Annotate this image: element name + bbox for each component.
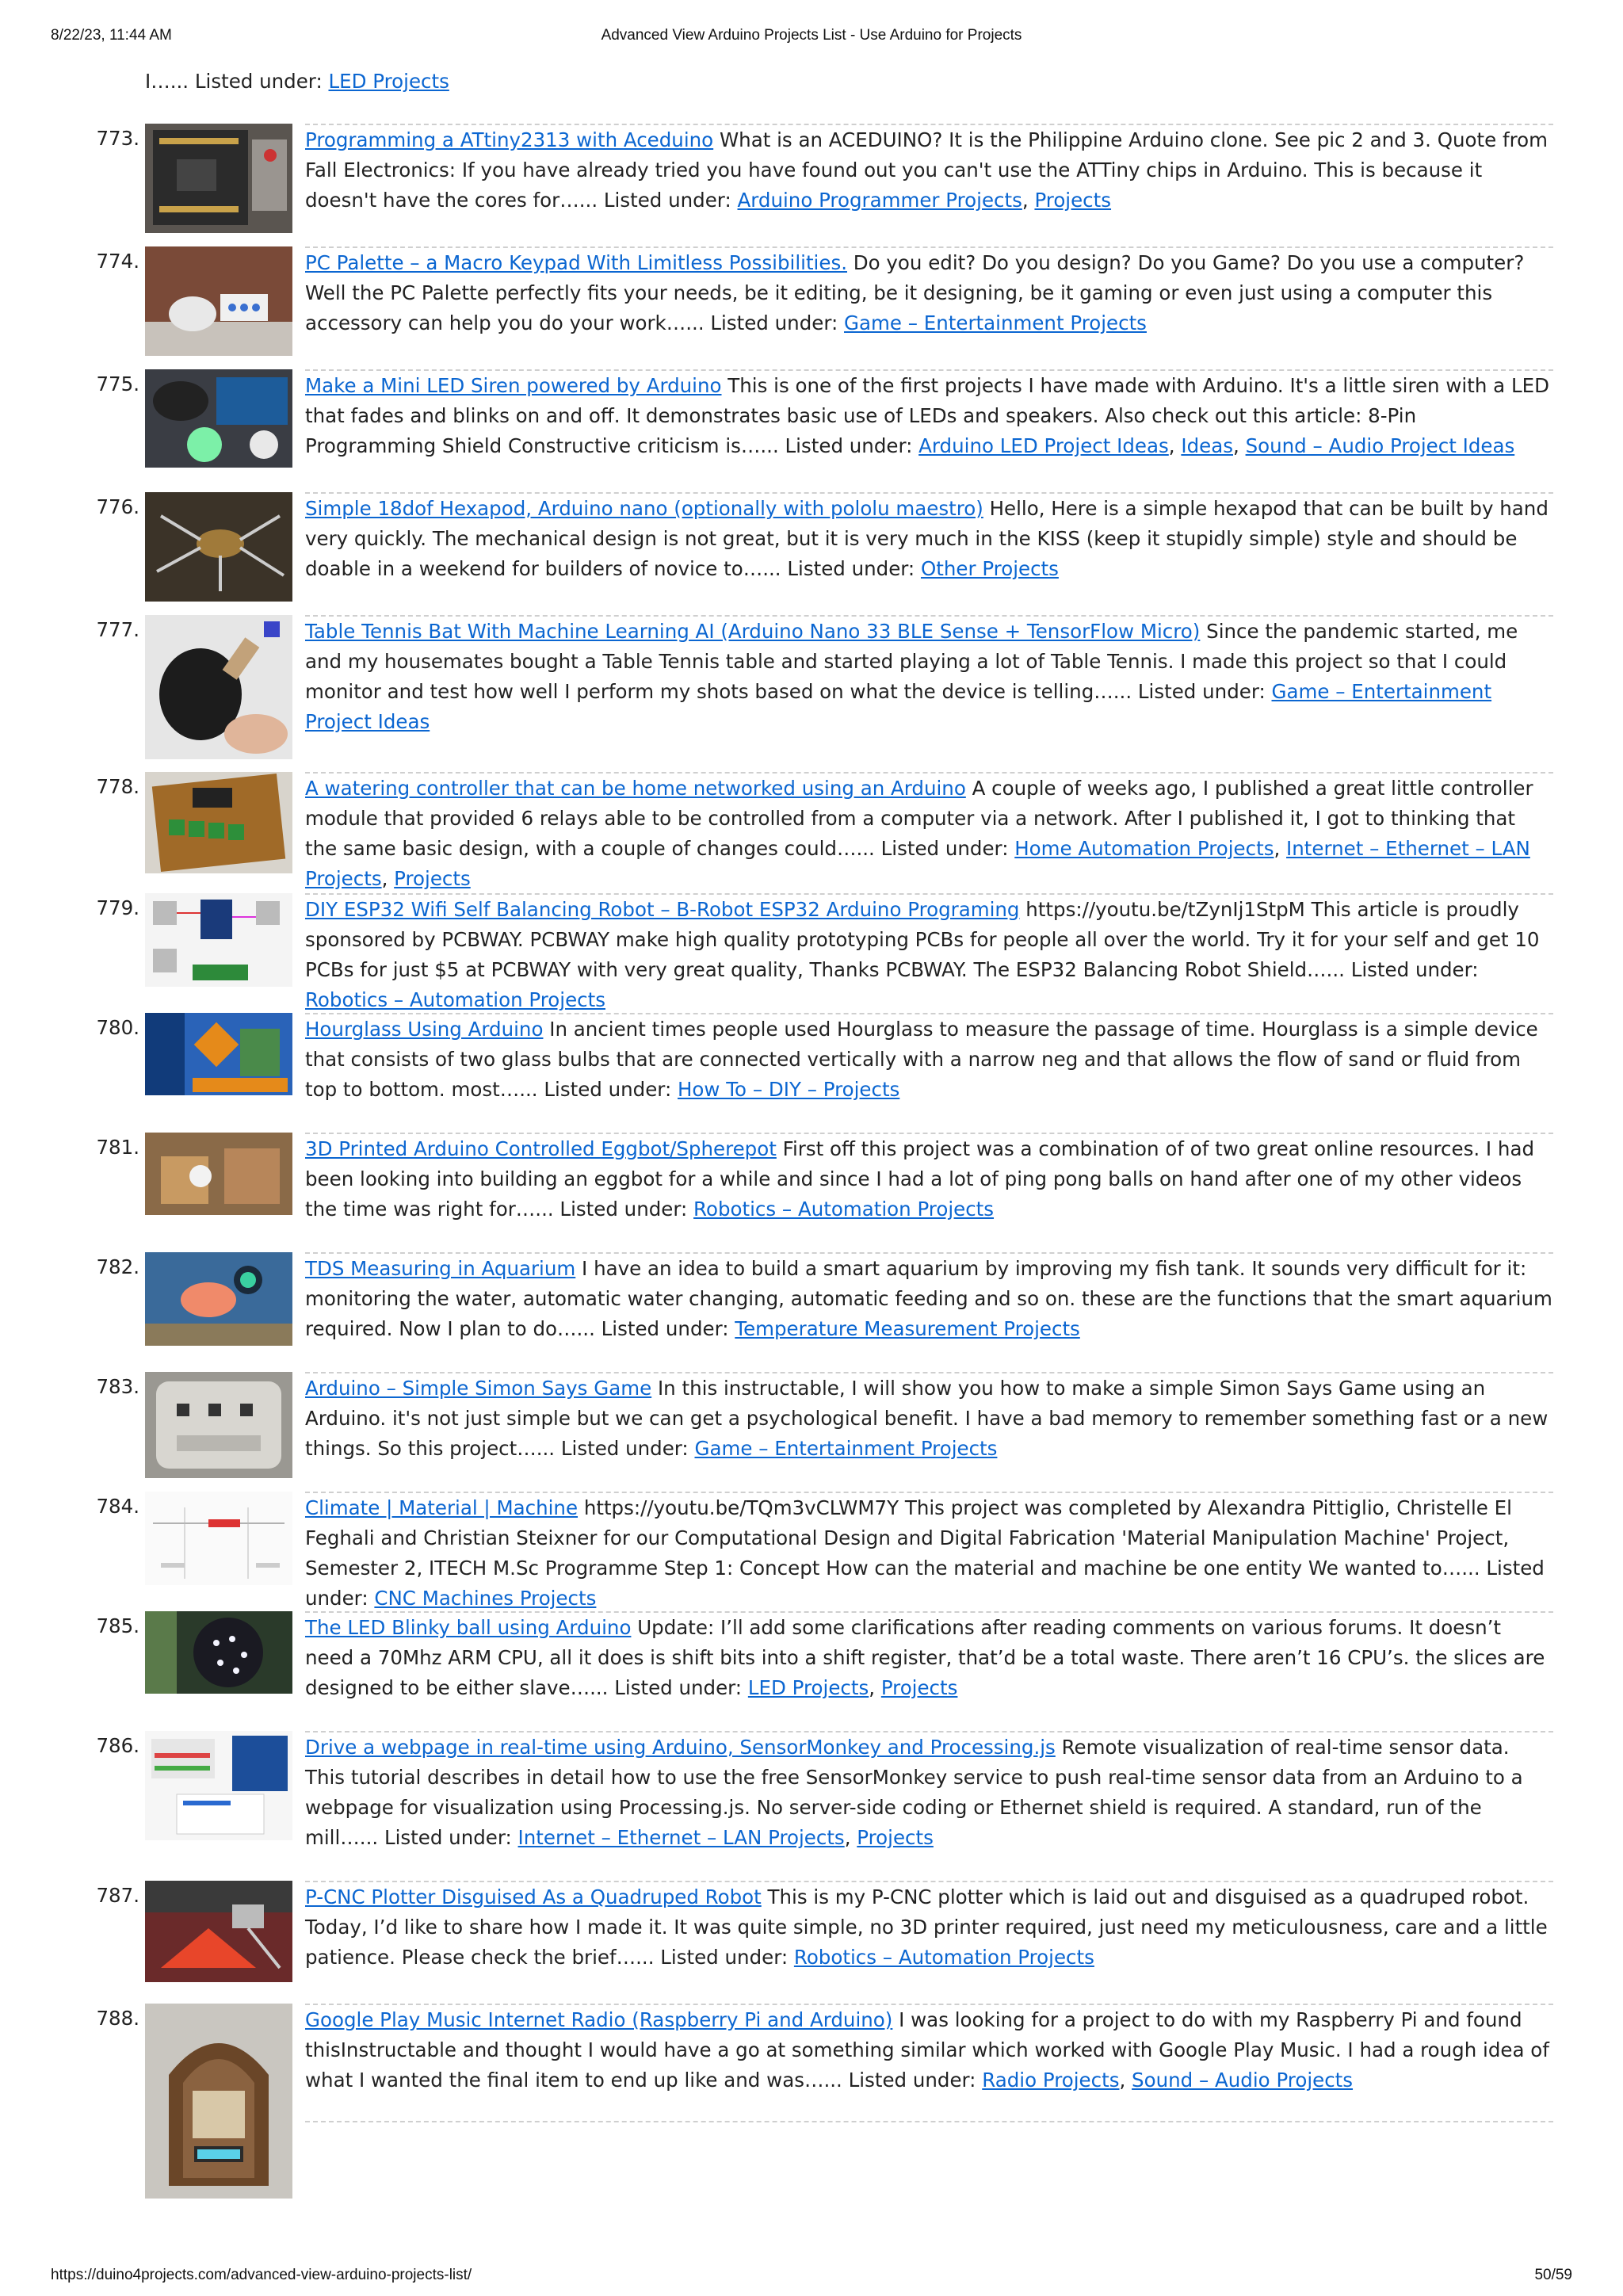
webpage-sensor-image-icon xyxy=(145,1731,292,1840)
category-link[interactable]: Projects xyxy=(394,867,471,890)
schematic-image-icon xyxy=(145,893,292,987)
entry-number: 779. xyxy=(96,896,139,919)
entry-title-link[interactable]: P-CNC Plotter Disguised As a Quadruped Robot xyxy=(305,1885,762,1908)
project-thumbnail[interactable] xyxy=(145,615,292,759)
project-thumbnail[interactable] xyxy=(145,772,292,873)
category-link[interactable]: Game – Entertainment Project Ideas xyxy=(305,680,1492,733)
entry-text xyxy=(305,615,1553,737)
entry-description: This is one of the first projects I have made with Arduino. It's a little siren with a LED that fades and blinks on and off. It demonstrates basic use of LEDs and speakers. Also check out this article: 8-Pin Programming Shield Constructive criticism is…... Listed under: xyxy=(305,374,1549,457)
entry-number: 776. xyxy=(96,495,139,518)
entry-description: In ancient times people used Hourglass to measure the passage of time. Hourglass is a simple device that consists of two glass bulbs that are connected vertically with a narrow neg and that allows the flow of sand or fluid from top to bottom. most…... Listed under: xyxy=(305,1018,1538,1101)
print-page-title: Advanced View Arduino Projects List - Use Arduino for Projects xyxy=(601,27,1022,44)
entry-number: 780. xyxy=(96,1016,139,1039)
entry-text xyxy=(305,893,1553,1015)
category-link[interactable]: Arduino LED Project Ideas xyxy=(918,434,1169,457)
category-link[interactable]: Projects xyxy=(857,1826,934,1849)
entry-description: Since the pandemic started, me and my housemates bought a Table Tennis table and started playing a lot of Table Tennis. I made this project so that I could monitor and test how well I perform my shots based on what the device is telling…... Listed under: xyxy=(305,620,1518,703)
controller-board-image-icon xyxy=(145,772,292,873)
entry-text xyxy=(305,492,1553,584)
project-thumbnail[interactable] xyxy=(145,1731,292,1840)
print-header xyxy=(51,27,1572,49)
entry-title-link[interactable]: Table Tennis Bat With Machine Learning AI (Arduino Nano 33 BLE Sense + TensorFlow Micro) xyxy=(305,620,1201,643)
entry-description: A couple of weeks ago, I published a great little controller module that provided 6 relays able to be controlled from a computer via a network. After I published it, I got to thinking that the same basic design, with a couple of changes could…... Listed under: xyxy=(305,777,1533,860)
entry-text xyxy=(305,1372,1553,1464)
board-image-icon xyxy=(145,124,292,233)
category-link[interactable]: Game – Entertainment Projects xyxy=(844,311,1147,334)
category-link[interactable]: How To – DIY – Projects xyxy=(678,1078,900,1101)
category-link[interactable]: Sound – Audio Project Ideas xyxy=(1245,434,1515,457)
entry-title-link[interactable]: DIY ESP32 Wifi Self Balancing Robot – B-Robot ESP32 Arduino Programing xyxy=(305,898,1020,921)
project-thumbnail[interactable] xyxy=(145,893,292,987)
radio-image-icon xyxy=(145,2004,292,2199)
entry-title-link[interactable]: PC Palette – a Macro Keypad With Limitless Possibilities. xyxy=(305,251,847,274)
entry-number: 777. xyxy=(96,618,139,641)
entry-description: https://youtu.be/tZynIj1StpM This article is proudly sponsored by PCBWAY. PCBWAY make high quality prototyping PCBs for people all over the world. Try it for your self and get 10 PCBs for just $5 at PCBWAY with very great quality, Thanks PCBWAY. The ESP32 Balancing Robot Shield…... Listed under: xyxy=(305,898,1540,981)
entry-number: 775. xyxy=(96,372,139,395)
project-thumbnail[interactable] xyxy=(145,492,292,602)
category-link[interactable]: Robotics – Automation Projects xyxy=(305,988,605,1011)
category-link[interactable]: Ideas xyxy=(1181,434,1233,457)
entry-number: 785. xyxy=(96,1614,139,1637)
entry-number: 786. xyxy=(96,1734,139,1757)
entry-description: https://youtu.be/TQm3vCLWM7Y This project was completed by Alexandra Pittiglio, Christelle El Feghali and Christian Steixner for our Computational Design and Digital Fabrication 'Material Manipulation Machine' Project, Semester 2, ITECH M.Sc Programme Step 1: Concept How can the material and machine be one entity We wanted to…... Listed under: xyxy=(305,1496,1545,1610)
category-link[interactable]: CNC Machines Projects xyxy=(374,1587,597,1610)
siren-image-icon xyxy=(145,369,292,468)
category-link[interactable]: Internet – Ethernet – LAN Projects xyxy=(517,1826,845,1849)
entry-text xyxy=(305,1492,1553,1614)
category-link[interactable]: Temperature Measurement Projects xyxy=(735,1317,1080,1340)
cnc-plotter-image-icon xyxy=(145,1881,292,1982)
continued-entry-tail xyxy=(145,67,1548,97)
entry-text xyxy=(305,1013,1553,1105)
entry-text xyxy=(305,1252,1553,1344)
category-link[interactable]: Home Automation Projects xyxy=(1014,837,1274,860)
diagram-image-icon xyxy=(145,1492,292,1585)
entry-text: A watering controller that can be home networked using an Arduino A couple of weeks ago, I published a great little controller module that provided 6 relays able to be controlled from a computer via a network. After I published it, I got to thinking that the same basic design, with a couple of changes could…... Listed under: Home Automation Projects, Internet – Ethernet – LAN Projects, Projects xyxy=(305,772,1553,894)
entry-description: In this instructable, I will show you how to make a simple Simon Says Game using an Arduino. it's not just simple but we can get a psychological benefit. I have a bad memory to remember something fast or a new things. So this project…... Listed under: xyxy=(305,1377,1549,1460)
entry-number: 784. xyxy=(96,1495,139,1518)
category-link[interactable]: Robotics – Automation Projects xyxy=(793,1946,1094,1969)
print-footer xyxy=(51,2267,1572,2289)
entry-title-link[interactable]: 3D Printed Arduino Controlled Eggbot/Spherepot xyxy=(305,1137,777,1160)
entry-description: What is an ACEDUINO? It is the Philippine Arduino clone. See pic 2 and 3. Quote from Fall Electronics: If you have already tried you have found out you can't use the ATTiny chips in Arduino. This is because it doesn't have the cores for…... Listed under: xyxy=(305,128,1548,212)
category-link[interactable]: Projects xyxy=(1034,189,1112,212)
entry-number: 781. xyxy=(96,1136,139,1159)
simon-game-image-icon xyxy=(145,1372,292,1478)
entry-title-link[interactable]: TDS Measuring in Aquarium xyxy=(305,1257,576,1280)
category-link[interactable]: Arduino Programmer Projects xyxy=(737,189,1022,212)
project-thumbnail[interactable] xyxy=(145,1372,292,1478)
entry-text xyxy=(305,1133,1553,1224)
category-link[interactable]: Radio Projects xyxy=(982,2069,1120,2092)
category-link[interactable]: Projects xyxy=(880,1676,958,1699)
entry-title-link[interactable]: A watering controller that can be home networked using an Arduino xyxy=(305,777,966,800)
category-link[interactable]: Sound – Audio Projects xyxy=(1132,2069,1354,2092)
entry-title-link[interactable]: The LED Blinky ball using Arduino xyxy=(305,1616,632,1639)
entry-title-link[interactable]: Google Play Music Internet Radio (Raspberry Pi and Arduino) xyxy=(305,2008,893,2031)
entry-title-link[interactable]: Drive a webpage in real-time using Arduino, SensorMonkey and Processing.js xyxy=(305,1736,1056,1759)
project-thumbnail[interactable] xyxy=(145,1252,292,1346)
table-tennis-bat-image-icon xyxy=(145,615,292,759)
entry-number: 773. xyxy=(96,127,139,150)
category-link[interactable]: LED Projects xyxy=(328,70,449,93)
project-thumbnail[interactable] xyxy=(145,369,292,468)
entry-description: Remote visualization of real-time sensor data. This tutorial describes in detail how to use the free SensorMonkey service to push real-time sensor data from an Arduino to a webpage for visualization using Processing.js. No server-side coding or Ethernet shield is required. A standard, run of the mill…... Listed under: xyxy=(305,1736,1523,1849)
entry-title-link[interactable]: Make a Mini LED Siren powered by Arduino xyxy=(305,374,722,397)
entry-description: First off this project was a combination of of two great online resources. I had been looking into building an eggbot for a while and since I had a lot of ping pong balls on hand after one of my other videos the time was right for…... Listed under: xyxy=(305,1137,1535,1221)
entry-number: 783. xyxy=(96,1375,139,1398)
category-link[interactable]: Robotics – Automation Projects xyxy=(693,1198,995,1221)
entry-description: Update: I’ll add some clarifications after reading comments on various forums. It doesn’t need a 70Mhz ARM CPU, all it does is shift bits into a shift register, that’d be a total waste. There aren’t 16 CPU’s. the slices are designed to be either slave…... Listed under: xyxy=(305,1616,1545,1699)
hourglass-image-icon xyxy=(145,1013,292,1095)
category-link[interactable]: Other Projects xyxy=(920,557,1059,580)
category-link[interactable]: Game – Entertainment Projects xyxy=(694,1437,998,1460)
hexapod-image-icon xyxy=(145,492,292,602)
entry-text: The LED Blinky ball using Arduino Update: I’ll add some clarifications after reading comments on various forums. It doesn’t need a 70Mhz ARM CPU, all it does is shift bits into a shift register, that’d be a total waste. There aren’t 16 CPU’s. the slices are designed to be either slave…... Listed under: LED Projects, Projects xyxy=(305,1611,1553,1703)
project-thumbnail[interactable] xyxy=(145,1881,292,1982)
entry-number: 788. xyxy=(96,2007,139,2030)
project-thumbnail[interactable] xyxy=(145,246,292,356)
print-page-number: 50/59 xyxy=(1534,2267,1572,2283)
entry-text xyxy=(305,1881,1553,1973)
category-link[interactable]: Internet – Ethernet – LAN Projects xyxy=(305,837,1530,890)
category-link[interactable]: LED Projects xyxy=(747,1676,869,1699)
entry-title-link[interactable]: Climate | Material | Machine xyxy=(305,1496,579,1519)
list-end-divider xyxy=(305,2121,1553,2122)
project-thumbnail[interactable] xyxy=(145,124,292,233)
entry-number: 778. xyxy=(96,775,139,798)
entry-text: Make a Mini LED Siren powered by Arduino This is one of the first projects I have made with Arduino. It's a little siren with a LED that fades and blinks on and off. It demonstrates basic use of LEDs and speakers. Also check out this article: 8-Pin Programming Shield Constructive criticism is…... Listed under: Arduino LED Project Ideas, Ideas, Sound – Audio Project Ideas xyxy=(305,369,1553,461)
entry-title-link[interactable]: Programming a ATtiny2313 with Aceduino xyxy=(305,128,714,151)
aquarium-image-icon xyxy=(145,1252,292,1346)
print-datetime: 8/22/23, 11:44 AM xyxy=(51,27,172,44)
entry-number: 787. xyxy=(96,1884,139,1907)
entry-description: I was looking for a project to do with my Raspberry Pi and found thisInstructable and thought I would have a go at something similar which worked with Google Play Music. I had a rough idea of what I wanted the final item to end up like and was…... Listed under: xyxy=(305,2008,1549,2092)
entry-text: Drive a webpage in real-time using Arduino, SensorMonkey and Processing.js Remote visualization of real-time sensor data. This tutorial describes in detail how to use the free SensorMonkey service to push real-time sensor data from an Arduino to a webpage for visualization using Processing.js. No server-side coding or Ethernet shield is required. A standard, run of the mill…... Listed under: Internet – Ethernet – LAN Projects, Projects xyxy=(305,1731,1553,1853)
entry-title-link[interactable]: Simple 18dof Hexapod, Arduino nano (optionally with pololu maestro) xyxy=(305,497,983,520)
entry-number: 774. xyxy=(96,250,139,273)
keypad-image-icon xyxy=(145,246,292,356)
project-thumbnail[interactable] xyxy=(145,1492,292,1585)
entry-description: I have an idea to build a smart aquarium by improving my fish tank. It sounds very difficult for it: monitoring the water, automatic water changing, automatic feeding and so on. these are the functions that the smart aquarium required. Now I plan to do…... Listed under: xyxy=(305,1257,1552,1340)
entry-description: This is my P-CNC plotter which is laid out and disguised as a quadruped robot. Today, I’d like to share how I made it. It was quite simple, no 3D printer required, just need my meticulousness, care and a little patience. Please check the brief…... Listed under: xyxy=(305,1885,1548,1969)
print-url: https://duino4projects.com/advanced-view-arduino-projects-list/ xyxy=(51,2267,472,2283)
entry-title-link[interactable]: Hourglass Using Arduino xyxy=(305,1018,544,1041)
project-thumbnail[interactable] xyxy=(145,1013,292,1095)
led-ball-image-icon xyxy=(145,1611,292,1694)
entry-title-link[interactable]: Arduino – Simple Simon Says Game xyxy=(305,1377,652,1400)
entry-text: Google Play Music Internet Radio (Raspberry Pi and Arduino) I was looking for a project to do with my Raspberry Pi and found thisInstructable and thought I would have a go at something similar which worked with Google Play Music. I had a rough idea of what I wanted the final item to end up like and was…... Listed under: Radio Projects, Sound – Audio Projects xyxy=(305,2004,1553,2095)
continued-text: I…... Listed under: xyxy=(145,70,329,93)
project-thumbnail[interactable] xyxy=(145,1133,292,1215)
entry-description: Hello, Here is a simple hexapod that can be built by hand very quickly. The mechanical design is not great, but it is very much in the KISS (keep it stupidly simple) style and should be doable in a weekend for builders of novice to…... Listed under: xyxy=(305,497,1549,580)
entry-text xyxy=(305,246,1553,338)
entry-description: Do you edit? Do you design? Do you Game? Do you use a computer? Well the PC Palette perfectly fits your needs, be it editing, be it designing, be it gaming or even just using a computer this accessory can help you do your work…... Listed under: xyxy=(305,251,1525,334)
entry-text: Programming a ATtiny2313 with Aceduino What is an ACEDUINO? It is the Philippine Arduino clone. See pic 2 and 3. Quote from Fall Electronics: If you have already tried you have found out you can't use the ATTiny chips in Arduino. This is because it doesn't have the cores for…... Listed under: Arduino Programmer Projects, Projects xyxy=(305,124,1553,216)
entry-number: 782. xyxy=(96,1255,139,1278)
project-thumbnail[interactable] xyxy=(145,1611,292,1694)
project-thumbnail[interactable] xyxy=(145,2004,292,2199)
eggbot-image-icon xyxy=(145,1133,292,1215)
